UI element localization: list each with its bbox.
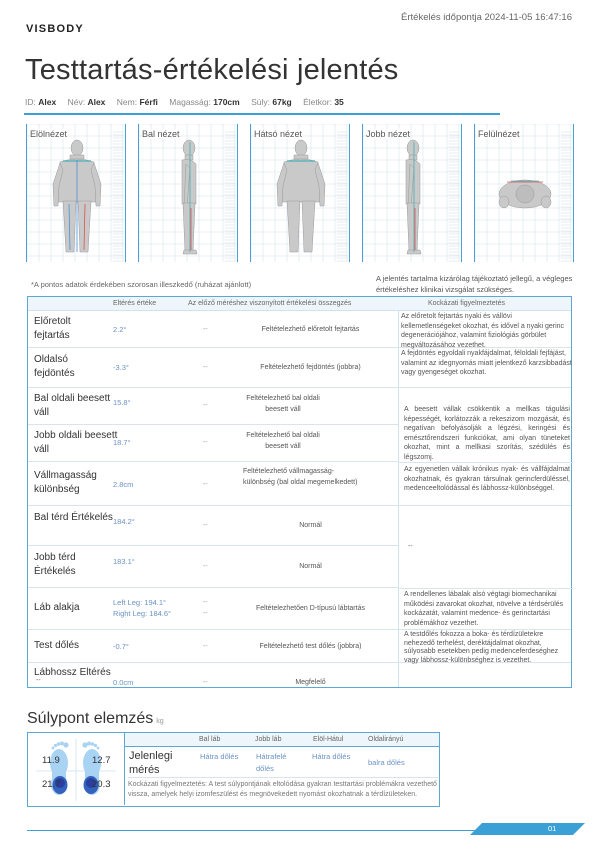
row-summary: Feltételezhető bal oldali beesett váll — [246, 395, 320, 413]
view-label: Hátsó nézet — [254, 129, 303, 139]
row-risk: Az egyenetlen vállak krónikus nyak- és vállfájdalmat okozhatnak, és gyakran társulnak gerincferdüléssel, medenceeltolódással és lábhossz-különbséggel. — [404, 466, 570, 492]
left-foot-value: Hátra dőlés — [200, 752, 239, 761]
table-row — [28, 630, 571, 663]
table-row — [28, 663, 571, 701]
right-foot-value: Hátrafelé dőlés — [256, 752, 287, 773]
page-number: 01 — [548, 824, 557, 833]
row-risk: -- — [36, 677, 41, 684]
row-risk: A testdőlés fokozza a boka- és térdízületekre nehezedő terhelést, deréktájdalmat okozhat, súlyosabb esetekben pedig medenceferdeséghez vagy lábhossz-különbséghez is vezethet. — [404, 631, 559, 664]
row-name: Oldalsó fejdöntés — [34, 354, 75, 379]
row-risk: A rendellenes lábalak alsó végtagi biomechanikai működési zavarokat okozhat, növelve a térdsérülés kockázatát, valamint medence- és gerinctartási problémákhoz vezethet. — [404, 591, 564, 627]
posture-views — [26, 124, 574, 262]
row-name: Bal oldali beesett váll — [34, 393, 111, 418]
back-body-figure — [251, 124, 350, 262]
current-measurement-label: Jelenlegi mérés — [129, 750, 173, 776]
header-summary: Az előző méréshez viszonyított értékelési összegzés — [188, 300, 352, 307]
row-summary: Feltételezhető fejdöntés (jobbra) — [260, 364, 361, 371]
table-body — [28, 311, 571, 687]
row-dash: -- — [203, 326, 208, 333]
row-summary: Feltételezhető bal oldali beesett váll — [246, 432, 320, 450]
top-body-figure — [475, 124, 574, 262]
evaluation-timestamp: Értékelés időpontja 2024-11-05 16:47:16 — [401, 12, 572, 23]
row-value: 0.0cm — [113, 678, 134, 687]
header-right-foot: Jobb láb — [255, 736, 282, 743]
row-risk: A fejdöntés egyoldali nyakfájdalmat, féloldali fejfájást, valamint az idegnyomás miatt jelentkező karzsibbadást vagy gyengeséget okozhat. — [401, 350, 572, 376]
view-back — [250, 124, 350, 262]
row-name: Láb alakja — [34, 602, 80, 613]
row-summary: Feltételezhetően D-típusú lábtartás — [256, 605, 365, 612]
front-body-figure — [27, 124, 126, 262]
body-silhouette — [499, 180, 551, 208]
gravity-section-title — [27, 710, 164, 728]
header-left-foot: Bal láb — [199, 736, 221, 743]
row-name: Jobb oldali beesett váll — [34, 430, 118, 455]
profile-info — [25, 97, 353, 107]
row-name: Vállmagasság különbség — [34, 470, 97, 495]
name-label: Név: — [67, 97, 86, 107]
row-dash: -- — [203, 364, 208, 371]
row-dash-2: -- — [203, 610, 208, 617]
posture-table — [27, 296, 572, 688]
right-body-figure — [363, 124, 462, 262]
body-silhouette — [182, 140, 197, 254]
table-row — [28, 588, 571, 630]
row-name: Bal térd Értékelés — [34, 512, 113, 523]
row-value: 2.2° — [113, 325, 127, 334]
height-label: Magasság: — [169, 97, 211, 107]
table-header — [28, 297, 571, 311]
row-dash: -- — [203, 481, 208, 488]
row-dash: -- — [203, 402, 208, 409]
logo: VISBODY — [26, 23, 84, 35]
row-dash: -- — [203, 522, 208, 529]
row-value: 2.8cm — [113, 480, 134, 489]
id-value: Alex — [38, 97, 57, 107]
row-risk: Az előretolt fejtartás nyaki és vállövi kellemetlenségeket okozhat, és idővel a nyaki gerinc degenerációjához, valamint fiziológiás görbület megváltozásához vezethet. — [401, 313, 565, 349]
row-dash: -- — [203, 599, 208, 606]
id-label: ID: — [25, 97, 36, 107]
row-name: Lábhossz Eltérés — [34, 667, 111, 678]
table-row — [28, 425, 398, 462]
gravity-header — [125, 733, 439, 747]
page-number-tab — [470, 823, 585, 835]
left-rear-weight: 21.7 — [42, 779, 61, 790]
left-body-figure — [139, 124, 238, 262]
header-risk: Kockázati figyelmeztetés — [428, 300, 506, 307]
table-row — [28, 388, 398, 425]
disclaimer-note: A jelentés tartalma kizárólag tájékoztató jellegű, a végleges értékeléshez klinikai vizsgálat szükséges. — [376, 274, 573, 294]
row-name: Test dőlés — [34, 640, 80, 651]
shoulder-risk: A beesett vállak csökkentik a mellkas tágulási képességét, korlátozzák a rekeszizom mozgását, és negatívan befolyásolják a légzési, keringési és emésztőrendszeri funkciókat, ami olyan tüneteket okozhat, mint a mellkasi szorítás, szédülés és légszomj. — [404, 406, 570, 461]
view-label: Bal nézet — [142, 129, 180, 139]
row-value: 184.2° — [113, 517, 135, 526]
page-title: Testtartás-értékelési jelentés — [25, 54, 399, 86]
clothing-note: *A pontos adatok érdekében szorosan illeszkedő (ruházat ajánlott) — [31, 280, 252, 289]
foot-pressure-map — [28, 733, 125, 805]
height-value: 170cm — [213, 97, 240, 107]
view-left — [138, 124, 238, 262]
body-silhouette — [406, 140, 421, 254]
table-row — [28, 462, 571, 506]
view-label: Elölnézet — [30, 129, 68, 139]
age-label: Életkor: — [303, 97, 332, 107]
knee-risk: -- — [408, 543, 413, 550]
sex-value: Férfi — [139, 97, 158, 107]
row-dash: -- — [203, 679, 208, 686]
gravity-risk-warning: Kockázati figyelmeztetés: A test súlypontjának eltolódása gyakran testtartási problémákra vezethető vissza, amelyek helyi izomfeszülést és megnövekedett nyomást okozhatnak a térdízületeken. — [128, 777, 438, 805]
age-value: 35 — [334, 97, 344, 107]
view-top — [474, 124, 574, 262]
front-back-value: Hátra dőlés — [312, 752, 351, 761]
row-dash: -- — [203, 563, 208, 570]
row-dash: -- — [203, 643, 208, 650]
header-divider — [24, 113, 500, 115]
sex-label: Nem: — [116, 97, 138, 107]
gravity-title-text: Súlypont elemzés — [27, 710, 154, 727]
row-summary: Feltételezhető vállmagasság-különbség (bal oldal megemelkedett) — [243, 468, 358, 486]
view-label: Felülnézet — [478, 129, 520, 139]
row-value: -0.7° — [113, 642, 129, 651]
weight-label: Súly: — [251, 97, 270, 107]
row-summary: Normál — [299, 563, 322, 570]
row-value-2: Right Leg: 184.6° — [113, 609, 172, 618]
right-front-weight: 12.7 — [92, 755, 111, 766]
row-name: Jobb térd Értékelés — [34, 552, 76, 577]
body-silhouette — [277, 140, 325, 252]
gravity-unit: kg — [156, 718, 164, 725]
row-summary: Feltételezhető test dőlés (jobbra) — [259, 643, 362, 650]
left-front-weight: 11.9 — [42, 755, 60, 766]
row-value: -3.3° — [113, 363, 129, 372]
row-summary: Megfelelő — [295, 679, 326, 686]
weight-value: 67kg — [272, 97, 292, 107]
gravity-panel — [27, 732, 440, 807]
row-value: 183.1° — [113, 557, 135, 566]
header-front-back: Elöl-Hátul — [313, 736, 344, 743]
row-value: 18.7° — [113, 438, 131, 447]
table-row — [28, 546, 398, 588]
header-deviation: Eltérés értéke — [113, 300, 157, 307]
header-lateral: Oldalirányú — [368, 736, 404, 743]
row-value: Left Leg: 194.1° — [113, 598, 167, 607]
view-label: Jobb nézet — [366, 129, 411, 139]
lateral-value: balra dőlés — [368, 758, 405, 767]
table-row — [28, 311, 571, 348]
row-name: Előretolt fejtartás — [34, 316, 71, 341]
footer-line — [27, 830, 547, 831]
view-front — [26, 124, 126, 262]
table-row — [28, 348, 571, 388]
row-summary: Feltételezhető előretolt fejtartás — [261, 326, 360, 333]
row-dash: -- — [203, 439, 208, 446]
row-value: 15.8° — [113, 398, 131, 407]
table-row — [28, 506, 398, 546]
row-summary: Normál — [299, 522, 322, 529]
name-value: Alex — [87, 97, 106, 107]
right-rear-weight: 20.3 — [92, 779, 111, 790]
view-right — [362, 124, 462, 262]
footprints-icon — [28, 733, 124, 805]
